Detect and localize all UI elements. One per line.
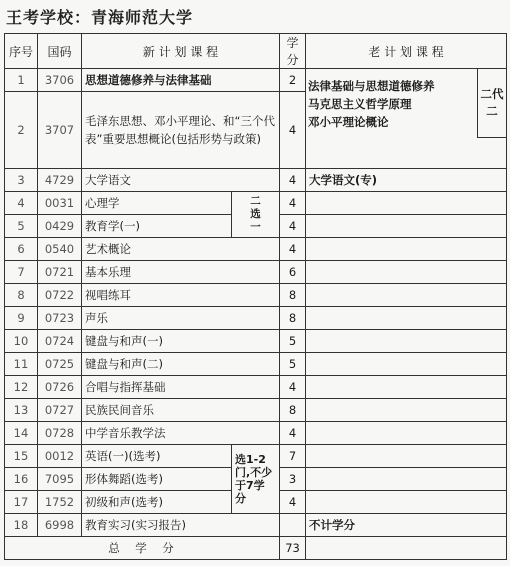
course-cell: 声乐 (82, 307, 280, 330)
old-political-cell (306, 69, 507, 169)
code-cell: 0724 (38, 330, 82, 353)
credits-header: 学分 (280, 34, 306, 69)
total-value: 73 (280, 537, 306, 560)
code-cell: 0429 (38, 215, 82, 238)
credits-cell: 8 (280, 307, 306, 330)
credits-cell: 4 (280, 92, 306, 169)
course-cell: 键盘与和声(一) (82, 330, 280, 353)
course-cell: 教育实习(实习报告) (82, 514, 280, 537)
code-cell: 6998 (38, 514, 82, 537)
political-note: 二代二 (477, 69, 506, 138)
code-cell: 0012 (38, 445, 82, 468)
credits-cell: 4 (280, 169, 306, 192)
credits-cell: 4 (280, 192, 306, 215)
table-row (5, 69, 507, 92)
choose-one-note: 二选一 (232, 192, 280, 238)
course-cell: 思想道德修养与法律基础 (82, 69, 280, 92)
credits-cell: 4 (280, 376, 306, 399)
course-cell: 合唱与指挥基础 (82, 376, 280, 399)
credits-cell: 4 (280, 238, 306, 261)
course-cell: 教育学(一) (82, 215, 232, 238)
code-cell: 0725 (38, 353, 82, 376)
old-course-cell (306, 491, 507, 514)
credits-cell: 2 (280, 69, 306, 92)
seq-cell: 13 (5, 399, 38, 422)
course-cell: 视唱练耳 (82, 284, 280, 307)
course-cell: 大学语文 (82, 169, 280, 192)
seq-cell: 10 (5, 330, 38, 353)
seq-cell: 11 (5, 353, 38, 376)
table-header-row (5, 34, 507, 69)
code-cell: 0721 (38, 261, 82, 284)
code-cell: 4729 (38, 169, 82, 192)
table-row (5, 514, 507, 537)
credits-cell: 7 (280, 445, 306, 468)
table-row (5, 445, 507, 468)
table-row (5, 261, 507, 284)
course-cell: 毛泽东思想、邓小平理论、和“三个代表”重要思想概论(包括形势与政策) (82, 92, 280, 169)
credits-cell: 4 (280, 422, 306, 445)
old-course-cell (306, 238, 507, 261)
seq-cell: 1 (5, 69, 38, 92)
code-cell: 0727 (38, 399, 82, 422)
old-course-cell (306, 330, 507, 353)
seq-cell: 12 (5, 376, 38, 399)
old-course-cell (306, 422, 507, 445)
course-cell: 中学音乐教学法 (82, 422, 280, 445)
course-cell: 形体舞蹈(选考) (82, 468, 232, 491)
seq-cell: 18 (5, 514, 38, 537)
old-course-item: 马克思主义哲学原理 (308, 97, 412, 111)
credits-cell: 5 (280, 330, 306, 353)
table-row (5, 284, 507, 307)
course-cell: 艺术概论 (82, 238, 280, 261)
course-cell: 英语(一)(选考) (82, 445, 232, 468)
credits-cell: 6 (280, 261, 306, 284)
course-cell: 心理学 (82, 192, 232, 215)
table-row (5, 399, 507, 422)
code-cell: 0726 (38, 376, 82, 399)
table-row (5, 169, 507, 192)
seq-cell: 16 (5, 468, 38, 491)
seq-cell: 5 (5, 215, 38, 238)
table-row (5, 353, 507, 376)
old-course-cell (306, 261, 507, 284)
code-cell: 1752 (38, 491, 82, 514)
old-course-cell (306, 307, 507, 330)
seq-cell: 15 (5, 445, 38, 468)
seq-cell: 14 (5, 422, 38, 445)
course-cell: 基本乐理 (82, 261, 280, 284)
total-label: 总 学 分 (5, 537, 280, 560)
elective-note: 选1-2门,不少于7学分 (232, 445, 280, 514)
old-course-cell (306, 192, 507, 215)
credits-cell (280, 514, 306, 537)
table-row (5, 376, 507, 399)
table-row (5, 307, 507, 330)
code-cell: 3706 (38, 69, 82, 92)
seq-header: 序号 (5, 34, 38, 69)
old-course-cell (306, 284, 507, 307)
credits-cell: 5 (280, 353, 306, 376)
code-cell: 3707 (38, 92, 82, 169)
old-course-cell (306, 376, 507, 399)
table-row (5, 192, 507, 215)
code-cell: 0540 (38, 238, 82, 261)
code-cell: 0722 (38, 284, 82, 307)
new-course-header: 新 计 划 课 程 (82, 34, 280, 69)
table-row (5, 422, 507, 445)
credits-cell: 8 (280, 399, 306, 422)
seq-cell: 17 (5, 491, 38, 514)
code-header: 国码 (38, 34, 82, 69)
course-cell: 民族民间音乐 (82, 399, 280, 422)
course-cell: 键盘与和声(二) (82, 353, 280, 376)
page-title: 王考学校：青海师范大学 (6, 8, 194, 27)
old-course-cell (306, 353, 507, 376)
code-cell: 0728 (38, 422, 82, 445)
code-cell: 0723 (38, 307, 82, 330)
seq-cell: 8 (5, 284, 38, 307)
old-course-item: 邓小平理论概论 (308, 115, 389, 129)
old-course-cell (306, 445, 507, 468)
seq-cell: 7 (5, 261, 38, 284)
credits-cell: 4 (280, 491, 306, 514)
table-row (5, 238, 507, 261)
seq-cell: 3 (5, 169, 38, 192)
code-cell: 7095 (38, 468, 82, 491)
course-cell: 初级和声(选考) (82, 491, 232, 514)
total-row (5, 537, 507, 560)
code-cell: 0031 (38, 192, 82, 215)
seq-cell: 9 (5, 307, 38, 330)
old-course-cell (306, 215, 507, 238)
credits-cell: 3 (280, 468, 306, 491)
table-row (5, 330, 507, 353)
course-table (4, 33, 507, 560)
credits-cell: 4 (280, 215, 306, 238)
seq-cell: 2 (5, 92, 38, 169)
seq-cell: 4 (5, 192, 38, 215)
old-internship-cell: 不计学分 (306, 514, 507, 537)
old-chinese-cell: 大学语文(专) (306, 169, 507, 192)
seq-cell: 6 (5, 238, 38, 261)
credits-cell: 8 (280, 284, 306, 307)
old-course-cell (306, 468, 507, 491)
old-course-header: 老 计 划 课 程 (306, 34, 507, 69)
old-course-cell (306, 399, 507, 422)
old-course-cell (306, 537, 507, 560)
old-course-item: 法律基础与思想道德修养 (308, 79, 435, 93)
